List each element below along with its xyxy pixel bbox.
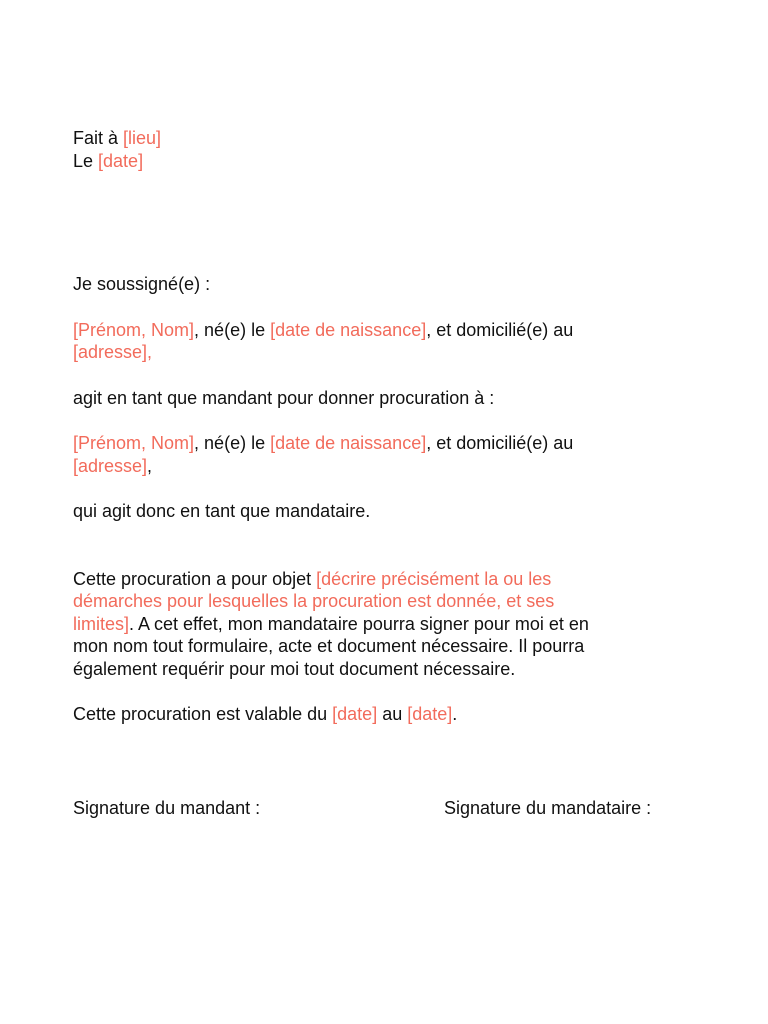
objet-line-4: mon nom tout formulaire, acte et document nécessaire. Il pourra bbox=[73, 636, 585, 656]
objet-paragraph bbox=[73, 568, 713, 681]
place-line bbox=[73, 127, 713, 150]
intro-text: Je soussigné(e) : bbox=[73, 274, 211, 294]
mandant-birth-placeholder: [date de naissance] bbox=[270, 319, 427, 340]
mandataire-address-suffix: , bbox=[147, 455, 153, 476]
validity-text bbox=[73, 703, 713, 726]
qui-agit-text: qui agit donc en tant que mandataire. bbox=[73, 501, 371, 521]
validity-line bbox=[73, 703, 713, 726]
validity-middle: au bbox=[377, 704, 408, 724]
mandataire-line-2 bbox=[73, 455, 713, 478]
mandant-born-text: , né(e) le bbox=[194, 319, 271, 340]
mandataire-block bbox=[73, 432, 713, 477]
validity-to-placeholder: [date] bbox=[407, 704, 453, 724]
place-placeholder: [lieu] bbox=[123, 128, 162, 148]
objet-prefix: Cette procuration a pour objet bbox=[73, 568, 317, 589]
objet-placeholder-line-3: limites] bbox=[73, 613, 130, 634]
mandant-domicile-text: , et domicilié(e) au bbox=[426, 319, 574, 340]
date-line bbox=[73, 150, 713, 173]
mandataire-line-1 bbox=[73, 432, 713, 455]
agit-text: agit en tant que mandant pour donner procuration à : bbox=[73, 387, 495, 408]
mandataire-address-placeholder: [adresse] bbox=[73, 455, 148, 476]
date-placeholder: [date] bbox=[98, 150, 144, 171]
mandataire-signature-label: Signature du mandataire : bbox=[444, 798, 652, 818]
objet-placeholder-line-1: [décrire précisément la ou les bbox=[316, 568, 552, 589]
objet-line-3-suffix: . A cet effet, mon mandataire pourra signer pour moi et en bbox=[129, 613, 589, 634]
mandant-name-placeholder: [Prénom, Nom] bbox=[73, 319, 195, 340]
mandant-address-placeholder: [adresse], bbox=[73, 342, 153, 362]
validity-from-placeholder: [date] bbox=[332, 704, 378, 724]
mandant-line-2 bbox=[73, 341, 713, 364]
mandant-block bbox=[73, 319, 713, 364]
objet-line-2 bbox=[73, 590, 713, 613]
mandant-line-1 bbox=[73, 319, 713, 342]
place-prefix: Fait à bbox=[73, 128, 124, 148]
validity-suffix: . bbox=[452, 704, 458, 724]
signature-row bbox=[73, 797, 713, 821]
objet-placeholder-line-2: démarches pour lesquelles la procuration est donnée, et ses bbox=[73, 591, 555, 611]
objet-line-3 bbox=[73, 613, 713, 636]
mandant-signature-label: Signature du mandant : bbox=[73, 798, 261, 818]
document-body bbox=[73, 127, 713, 726]
mandataire-birth-placeholder: [date de naissance] bbox=[270, 433, 427, 453]
objet-line-1 bbox=[73, 568, 713, 591]
mandataire-born-text: , né(e) le bbox=[194, 433, 271, 453]
date-prefix: Le bbox=[73, 150, 99, 171]
header-block bbox=[73, 127, 713, 172]
mandataire-domicile-text: , et domicilié(e) au bbox=[426, 433, 574, 453]
validity-prefix: Cette procuration est valable du bbox=[73, 704, 333, 724]
mandataire-name-placeholder: [Prénom, Nom] bbox=[73, 433, 195, 453]
objet-line-5: également requérir pour moi tout document nécessaire. bbox=[73, 658, 516, 679]
